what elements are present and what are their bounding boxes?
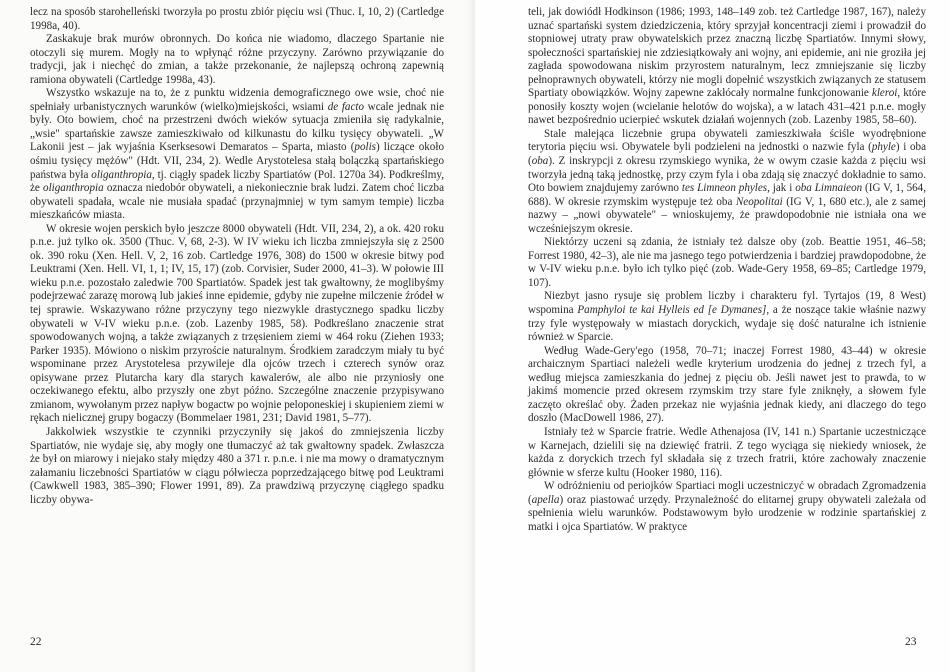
italic-term: phyle	[871, 141, 896, 154]
text-run: lecz na sposób starohelleński tworzyła po prostu zbiór pięciu wsi (Thuc. I, 10, 2) (Cartledge 1998a, 40).	[30, 6, 444, 32]
italic-term: polis	[354, 141, 376, 154]
text-run: ) liczące około ośmiu tysięcy mężów" (Hdt. VII, 234, 2). Wedle Arystotelesa stałą bolączką spartańskiego państwa była	[30, 141, 444, 181]
paragraph	[528, 236, 926, 290]
italic-term: tes Limneon phyles	[681, 182, 768, 195]
text-run: , które ponosiły koszty wojen (wcielanie helotów do wojska), a w latach 431–421 p.n.e. mogły nawet bezpośrednio ucierpieć wskutek działań wojennych (zob. Lazenby 1985, 58–60).	[528, 87, 926, 127]
italic-term: oliganthropia	[91, 168, 152, 181]
text-run: , jak i	[767, 182, 796, 195]
paragraph	[30, 6, 444, 33]
text-run: ) i oba (	[528, 141, 926, 168]
text-run: Niezbyt jasno rysuje się problem liczby i charakteru fyl. Tyrtajos (19, 8 West) wspomina	[528, 290, 926, 317]
text-run: Wszystko wskazuje na to, że z punktu widzenia demograficznego owe wsie, choć nie spełniały urbanistycznych warunków (wielko)miejskości, wsiami	[30, 87, 444, 113]
paragraph	[30, 426, 444, 507]
italic-term: Pamphyloi te kai Hylleis ed [e Dymanes]	[577, 304, 767, 317]
italic-term: apella	[531, 493, 560, 506]
paragraph	[528, 345, 926, 426]
text-run: , tj. ciągły spadek liczby Spartiatów (Pol. 1270a 34). Podkreślmy, że	[30, 168, 444, 195]
left-page-text	[30, 6, 444, 507]
text-run: , a że noszące takie właśnie nazwy trzy fyle występowały w miastach doryckich, wydaje się dość naturalne ich istnienie również w Sparcie.	[528, 304, 926, 344]
paragraph	[528, 290, 926, 344]
paragraph	[528, 6, 926, 128]
paragraph	[528, 128, 926, 236]
italic-term: oba	[531, 155, 549, 168]
italic-term: kleroi	[871, 87, 898, 100]
right-page-number: 23	[905, 636, 917, 648]
paragraph	[30, 223, 444, 426]
text-run: ) oraz piastować urzędy. Przynależność do elitarnej grupy obywateli zależała od spełnienia wielu warunków. Podstawowym było urodzenie w rodzinie spartańskiej z matki i ojca Spartiatów. W praktyce	[528, 493, 926, 533]
text-run: (IG V, 1, 680 etc.), ale z samej nazwy – „nowi obywatele" – wnioskujemy, że prawdopodobnie nie istniała ona we wcześniejszym okresie.	[528, 195, 926, 235]
text-run: Niektórzy uczeni są zdania, że istniały też dalsze oby (zob. Beattie 1951, 46–58; Forrest 1980, 42–3), ale nie ma jasnego tego potwierdzenia i bardziej prawdopodobne, że w V-IV wieku p.n.e. było ich tylko pięć (zob. Wade-Gery 1958, 69–85; Cartledge 1979, 107).	[528, 236, 926, 289]
text-run: Istniały też w Sparcie fratrie. Wedle Athenajosa (IV, 141 n.) Spartanie uczestniczące w Karnejach, dzielili się na dziewięć fratrii. Z tego wyciąga się niekiedy wniosek, że każda z doryckich trzech fyl składała się z trzech fratrii, które zachowały znaczenie głównie w sferze kultu (Hooker 1980, 116).	[528, 425, 926, 479]
italic-term: oba Limnaieon	[795, 182, 863, 195]
paragraph	[528, 426, 926, 480]
text-run: W okresie wojen perskich było jeszcze 8000 obywateli (Hdt. VII, 234, 2), a ok. 420 roku p.n.e. już tylko ok. 3500 (Thuc. V, 68, 2-3). W IV wieku ich liczba zmniejszyła się z 2500 ok. 390 roku (Xen. Hell. V, 2, 16 zob. Cartledge 1976, 308) do 1500 w okresie bitwy pod Leuktrami (Xen. Hell. VI, 1, 1; IV, 15, 17) (zob. Corvisier, Suder 2000, 41–3). W połowie III wieku p.n.e. pozostało zaledwie 700 Spartiatów. Spadek jest tak gwałtowny, że moglibyśmy podejrzewać zarazę morową lub jakieś inne epidemie, gdyby nie zupełne milczenie źródeł w tej sprawie. Wskazywano różne przyczyny tego niezwykle drastycznego spadku liczby obywateli w V-IV wieku p.n.e. (zob. Lazenby 1985, 58). Podkreślano znaczenie strat spowodowanych wojną, a także związanych z trzęsieniem ziemi w 464 roku (Ziehen 1933; Parker 1935). Mówiono o niskim przyroście naturalnym. Środkiem zaradczym miały tu być wspominane przez Arystotelesa przywileje dla ojców trzech i czterech synów oraz opisywane przez Plutarcha kary dla starych kawalerów, ale albo nie przyniosły one oczekiwanego efektu, albo przyszły one zbyt późno. Szczególne znaczenie przypisywano zmianom, wywołanym przez napływ bogactw po wojnie peloponeskiej i skupieniem ziemi w rękach nielicznej grupy bogaczy (Bommelaer 1981, 231; David 1981, 5–77).	[30, 222, 444, 425]
text-run: wcale jednak nie były. Oto bowiem, choć na przestrzeni dwóch wieków sytuacja zmieniła się radykalnie, „wsie" spartańskie zawsze zamieszkiwało od kilkunastu do kilku tysięcy obywateli. „W Lakonii jest – jak wyjaśnia Kserksesowi Demaratos – Sparta, miasto (	[30, 100, 444, 154]
text-run: Zaskakuje brak murów obronnych. Do końca nie wiadomo, dlaczego Spartanie nie otoczyli się murem. Mogły na to wpłynąć różne przyczyny. Zarówno przywiązanie do tradycji, jak i niechęć do zmian, a także przekonanie, że najlepszą ochroną zapewnią ramiona obywateli (Cartledge 1998a, 43).	[30, 33, 444, 86]
paragraph	[30, 33, 444, 87]
text-run: oznacza niedobór obywateli, a niekoniecznie brak ludzi. Zatem choć liczba obywateli spadała, wcale nie musiała spadać (przynajmniej w tym samym tempie) liczba mieszkańców miasta.	[30, 182, 445, 222]
text-run: (IG V, 1, 564, 688). W okresie rzymskim występuje też oba	[528, 182, 926, 208]
paragraph	[528, 480, 926, 534]
text-run: W odróżnieniu od periojków Spartiaci mogli uczestniczyć w obradach Zgromadzenia (	[528, 480, 926, 506]
text-run: Według Wade-Gery'ego (1958, 70–71; inaczej Forrest 1980, 43–44) w okresie archaicznym Spartiaci należeli wedle kryterium urodzenia do jednej z trzech fyl, a według miejsca zamieszkania do jednej z pięciu ob. Jeśli nawet jest to prawda, to w jakimś momencie przed okresem rzymskim trzy stare fyle zniknęły, a słowem fyle zaczęto określać oby. Żaden przekaz nie wyjaśnia jednak kiedy, ani dlaczego do tego doszło (MacDowell 1986, 27).	[528, 344, 926, 425]
text-run: Jakkolwiek wszystkie te czynniki przyczyniły się jakoś do zmniejszenia liczby Spartiatów, nie wydaje się, aby mogły one tłumaczyć aż tak gwałtowny spadek. Zwłaszcza że był on miarowy i niejako stały między 480 a 371 r. p.n.e. i nie ma mowy o dramatycznym załamaniu liczebności Spartiatów w ciągu półwiecza poprzedzającego bitwę pod Leuktrami (Cawkwell 1983, 385–390; Flower 1991, 89). Za prawdziwą przyczynę ciągłego spadku liczby obywa-	[30, 425, 444, 506]
paragraph	[30, 87, 444, 222]
italic-term: de facto	[327, 100, 365, 113]
italic-term: Neopolitai	[735, 195, 783, 208]
left-page-number: 22	[30, 636, 42, 648]
right-page-text	[528, 6, 926, 534]
right-page	[475, 0, 950, 672]
text-run: Stale malejąca liczebnie grupa obywateli zamieszkiwała ściśle wyodrębnione terytoria pięciu wsi. Obywatele byli podzieleni na jednostki o nazwie fyla (	[528, 127, 926, 154]
italic-term: oliganthropia	[43, 182, 104, 195]
text-run: teli, jak dowiódł Hodkinson (1986; 1993, 148–149 zob. też Cartledge 1987, 167), należy uznać spartański system dziedziczenia, który sprzyjał koncentracji ziemi i prowadził do stopniowej utraty praw obywatelskich przez znaczną liczbę Spartiatów. Innymi słowy, społeczności spartańskiej nie zdziesiątkowały ani wojny, ani epidemie, ani nie groziła jej zagłada spowodowana niskim przyrostem naturalnym, lecz zmniejszanie się liczby pełnoprawnych obywateli, którzy nie mogli dopełnić wszystkich związanych ze statusem Spartiaty obowiązków. Wojny zapewne zakłócały normalne funkcjonowanie	[528, 6, 926, 100]
text-run: ). Z inskrypcji z okresu rzymskiego wynika, że w owym czasie każda z pięciu wsi tworzyła jedną taką jednostkę, przy czym fyla i oba zdają się znaczyć dokładnie to samo. Oto bowiem znajdujemy zarówno	[528, 155, 926, 195]
